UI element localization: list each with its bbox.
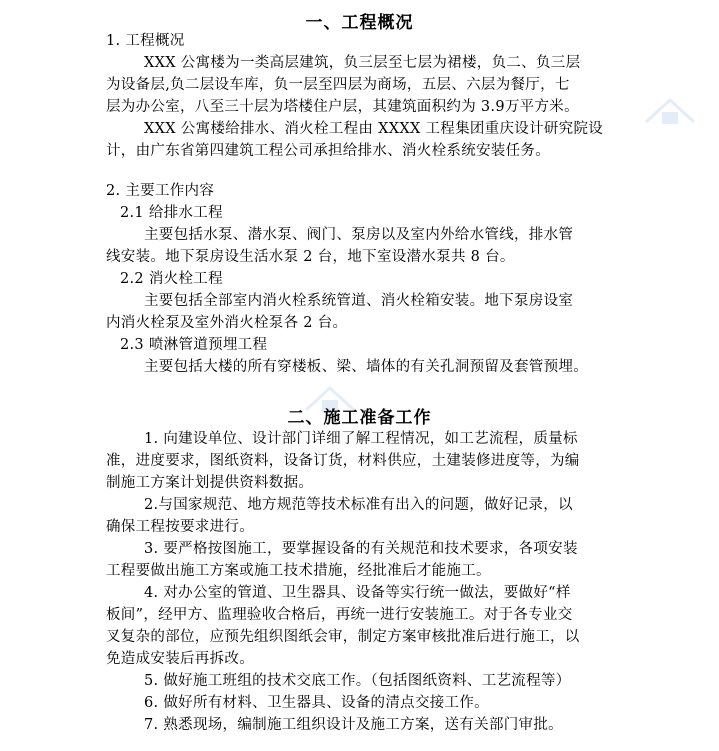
paragraph-line: 1. 工程概况 xyxy=(106,33,185,49)
paragraph-line: XXX 公寓楼给排水、消火栓工程由 XXXX 工程集团重庆设计研究院设 xyxy=(144,121,604,137)
paragraph-line: 内消火栓泵及室外消火栓泵各 2 台。 xyxy=(106,315,348,331)
paragraph-line: 2.1 给排水工程 xyxy=(120,205,223,221)
watermark-icon xyxy=(640,92,700,132)
paragraph-line: 层为办公室，八至三十层为塔楼住户层，其建筑面积约为 3.9万平方米。 xyxy=(106,99,579,115)
paragraph-line: 为设备层,负二层设车库，负一层至四层为商场，五层、六层为餐厅，七 xyxy=(106,77,570,93)
paragraph-line: 2.与国家规范、地方规范等技术标准有出入的问题，做好记录，以 xyxy=(144,497,573,513)
paragraph-line: XXX 公寓楼为一类高层建筑，负三层至七层为裙楼，负二、负三层 xyxy=(144,55,581,71)
paragraph-line: 主要包括大楼的所有穿楼板、梁、墙体的有关孔洞预留及套管预埋。 xyxy=(144,359,588,375)
paragraph-line: 叉复杂的部位，应预先组织图纸会审，制定方案审核批准后进行施工，以 xyxy=(106,629,580,645)
paragraph-line: 准，进度要求，图纸资料，设备订货，材料供应，土建装修进度等，为编 xyxy=(106,453,580,469)
paragraph-line: 计，由广东省第四建筑工程公司承担给排水、消火栓系统安装任务。 xyxy=(106,143,550,159)
paragraph-line: 板间”，经甲方、监理验收合格后，再统一进行安装施工。对于各专业交 xyxy=(106,607,573,623)
paragraph-line: 免造成安装后再拆改。 xyxy=(106,651,254,667)
paragraph-line: 6. 做好所有材料、卫生器具、设备的清点交接工作。 xyxy=(144,695,489,711)
paragraph-line: 5. 做好施工班组的技术交底工作。（包括图纸资料、工艺流程等） xyxy=(144,673,571,689)
paragraph-line: 线安装。地下泵房设生活水泵 2 台，地下室设潜水泵共 8 台。 xyxy=(106,249,515,265)
paragraph-line: 工程要做出施工方案或施工技术措施，经批准后才能施工。 xyxy=(106,563,491,579)
paragraph-line: 2. 主要工作内容 xyxy=(106,183,215,199)
paragraph-line: 制施工方案计划提供资料数据。 xyxy=(106,475,314,491)
paragraph-line: 1. 向建设单位、设计部门详细了解工程情况，如工艺流程，质量标 xyxy=(144,431,578,447)
paragraph-line: 2.3 喷淋管道预埋工程 xyxy=(120,337,268,353)
paragraph-line: 主要包括全部室内消火栓系统管道、消火栓箱安装。地下泵房设室 xyxy=(144,293,574,309)
section-heading: 二、施工准备工作 xyxy=(287,408,432,428)
paragraph-line: 7. 熟悉现场，编制施工组织设计及施工方案，送有关部门审批。 xyxy=(144,717,563,733)
paragraph-line: 4. 对办公室的管道、卫生器具、设备等实行统一做法，要做好“样 xyxy=(144,585,571,601)
paragraph-line: 确保工程按要求进行。 xyxy=(106,519,254,535)
paragraph-line: 主要包括水泵、潜水泵、阀门、泵房以及室内外给水管线，排水管 xyxy=(144,227,574,243)
paragraph-line: 2.2 消火栓工程 xyxy=(120,271,223,287)
paragraph-line: 3. 要严格按图施工，要掌握设备的有关规范和技术要求，各项安装 xyxy=(144,541,578,557)
section-heading: 一、工程概况 xyxy=(305,13,414,33)
